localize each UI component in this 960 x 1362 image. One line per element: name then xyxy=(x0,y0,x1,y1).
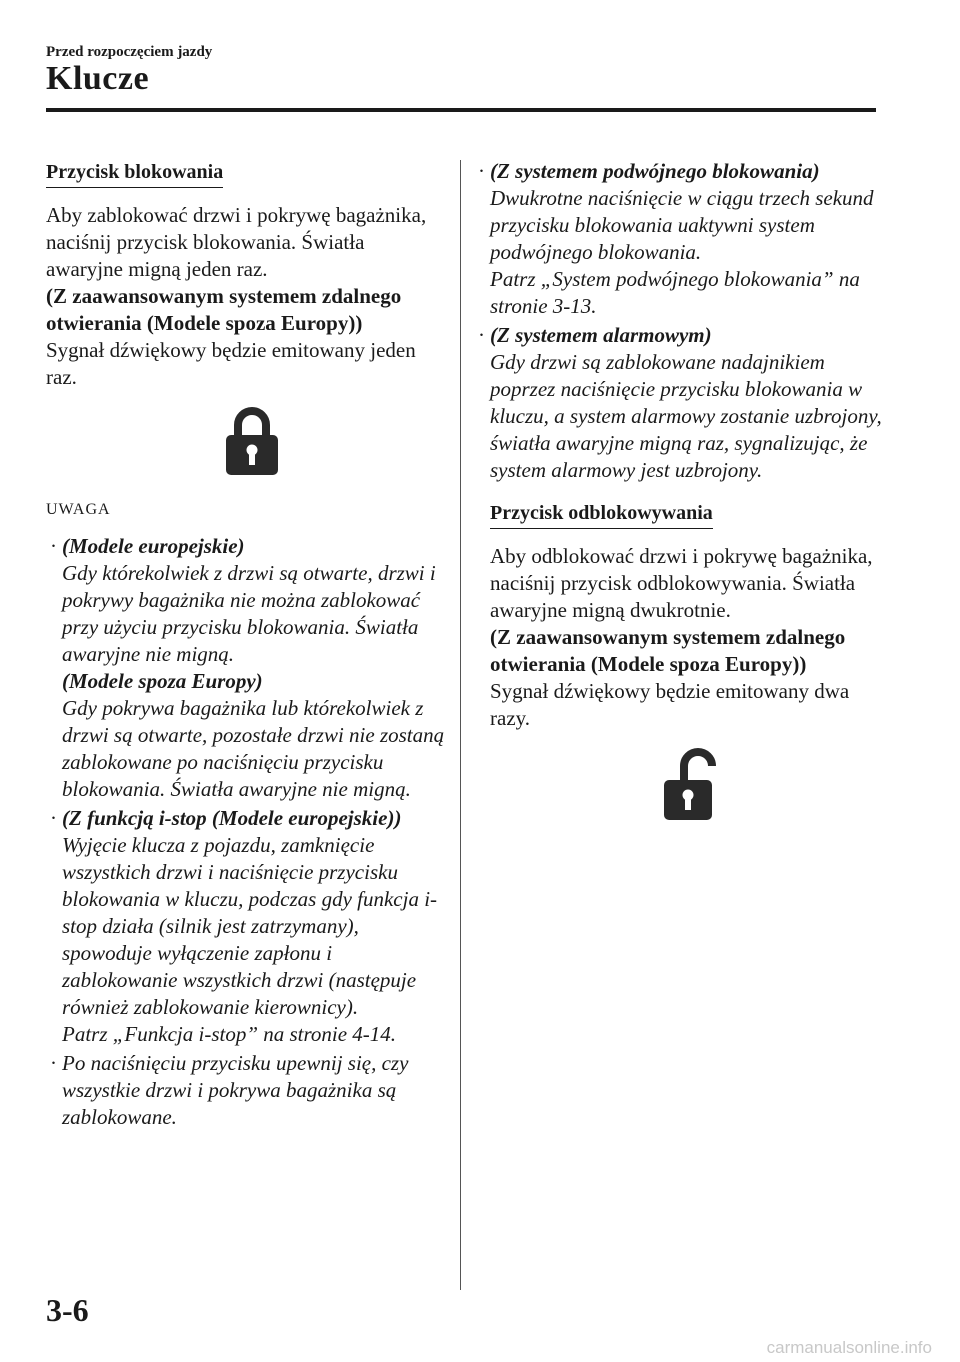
section-label: Przed rozpoczęciem jazdy xyxy=(46,44,213,60)
bullet-dot: · xyxy=(478,323,485,347)
lock-condition: (Z zaawansowanym systemem zdalnego otwierania (Modele spoza Europy)) xyxy=(46,284,402,335)
note-check-text: Po naciśnięciu przycisku upewnij się, czy wszystkie drzwi i pokrywa bagażnika są zablokowane. xyxy=(62,1051,409,1129)
note-european-text: Gdy którekolwiek z drzwi są otwarte, drzwi i pokrywy bagażnika nie można zablokować przy użyciu przycisku blokowania. Światła awaryjne nie migną. xyxy=(62,561,436,666)
note-european-title: (Modele europejskie) xyxy=(62,534,245,558)
note-bullet-european xyxy=(46,533,446,803)
lock-icon-wrap xyxy=(46,405,446,484)
note-bullet-istop xyxy=(46,805,446,1048)
double-lock-text: Dwukrotne naciśnięcie w ciągu trzech sekund przycisku blokowania uaktywni system podwójnego blokowania. xyxy=(490,186,874,264)
double-lock-ref: Patrz „System podwójnego blokowania” na stronie 3-13. xyxy=(490,267,860,318)
note-bullet-alarm xyxy=(474,322,890,484)
lock-button-heading: Przycisk blokowania xyxy=(46,159,223,188)
unlock-button-heading: Przycisk odblokowywania xyxy=(490,500,713,529)
note-label: UWAGA xyxy=(46,501,111,518)
note-non-european-title: (Modele spoza Europy) xyxy=(62,669,263,693)
unlock-paragraph: Aby odblokować drzwi i pokrywę bagażnika, naciśnij przycisk odblokowywania. Światła awaryjne migną dwukrotnie. xyxy=(490,544,873,622)
double-lock-title: (Z systemem podwójnego blokowania) xyxy=(490,159,820,183)
alarm-text: Gdy drzwi są zablokowane nadajnikiem poprzez naciśnięcie przycisku blokowania w kluczu, a system alarmowy zostanie uzbrojony, światła awaryjne migną raz, sygnalizując, że system alarmowy jest uzbrojony. xyxy=(490,350,882,482)
page-number: 3-6 xyxy=(46,1292,89,1328)
note-bullet-double-lock xyxy=(474,158,890,320)
unlock-condition: (Z zaawansowanym systemem zdalnego otwierania (Modele spoza Europy)) xyxy=(490,625,846,676)
alarm-title: (Z systemem alarmowym) xyxy=(490,323,712,347)
unlock-beep-paragraph: Sygnał dźwiękowy będzie emitowany dwa razy. xyxy=(490,679,850,730)
page-title: Klucze xyxy=(46,60,150,97)
bullet-dot: · xyxy=(50,1051,57,1075)
bullet-dot: · xyxy=(50,534,57,558)
unlock-icon-wrap xyxy=(490,746,890,829)
lock-beep-paragraph: Sygnał dźwiękowy będzie emitowany jeden raz. xyxy=(46,338,416,389)
bullet-dot: · xyxy=(478,159,485,183)
watermark: carmanualsonline.info xyxy=(766,1338,932,1357)
lock-paragraph: Aby zablokować drzwi i pokrywę bagażnika, naciśnij przycisk blokowania. Światła awaryjne migną jeden raz. xyxy=(46,203,427,281)
bullet-dot: · xyxy=(50,806,57,830)
header-rule xyxy=(46,108,876,112)
note-non-european-text: Gdy pokrywa bagażnika lub którekolwiek z drzwi są otwarte, pozostałe drzwi nie zostaną zablokowane po naciśnięciu przycisku blokowania. Światła awaryjne nie migną. xyxy=(62,696,445,801)
note-istop-text: Wyjęcie klucza z pojazdu, zamknięcie wszystkich drzwi i naciśnięcie przycisku blokowania w kluczu, podczas gdy funkcja i-stop działa (silnik jest zatrzymany), spowoduje wyłączenie zapłonu i zablokowanie wszystkich drzwi (następuje również zablokowanie kierownicy). xyxy=(62,833,438,1019)
lock-open-icon xyxy=(662,746,718,822)
left-column xyxy=(46,158,446,1131)
note-istop-title: (Z funkcją i-stop (Modele europejskie)) xyxy=(62,806,402,830)
right-column xyxy=(478,158,890,829)
note-istop-ref: Patrz „Funkcja i-stop” na stronie 4-14. xyxy=(62,1022,397,1046)
note-bullet-check xyxy=(46,1050,446,1131)
lock-closed-icon xyxy=(224,405,280,477)
column-divider xyxy=(460,160,461,1290)
